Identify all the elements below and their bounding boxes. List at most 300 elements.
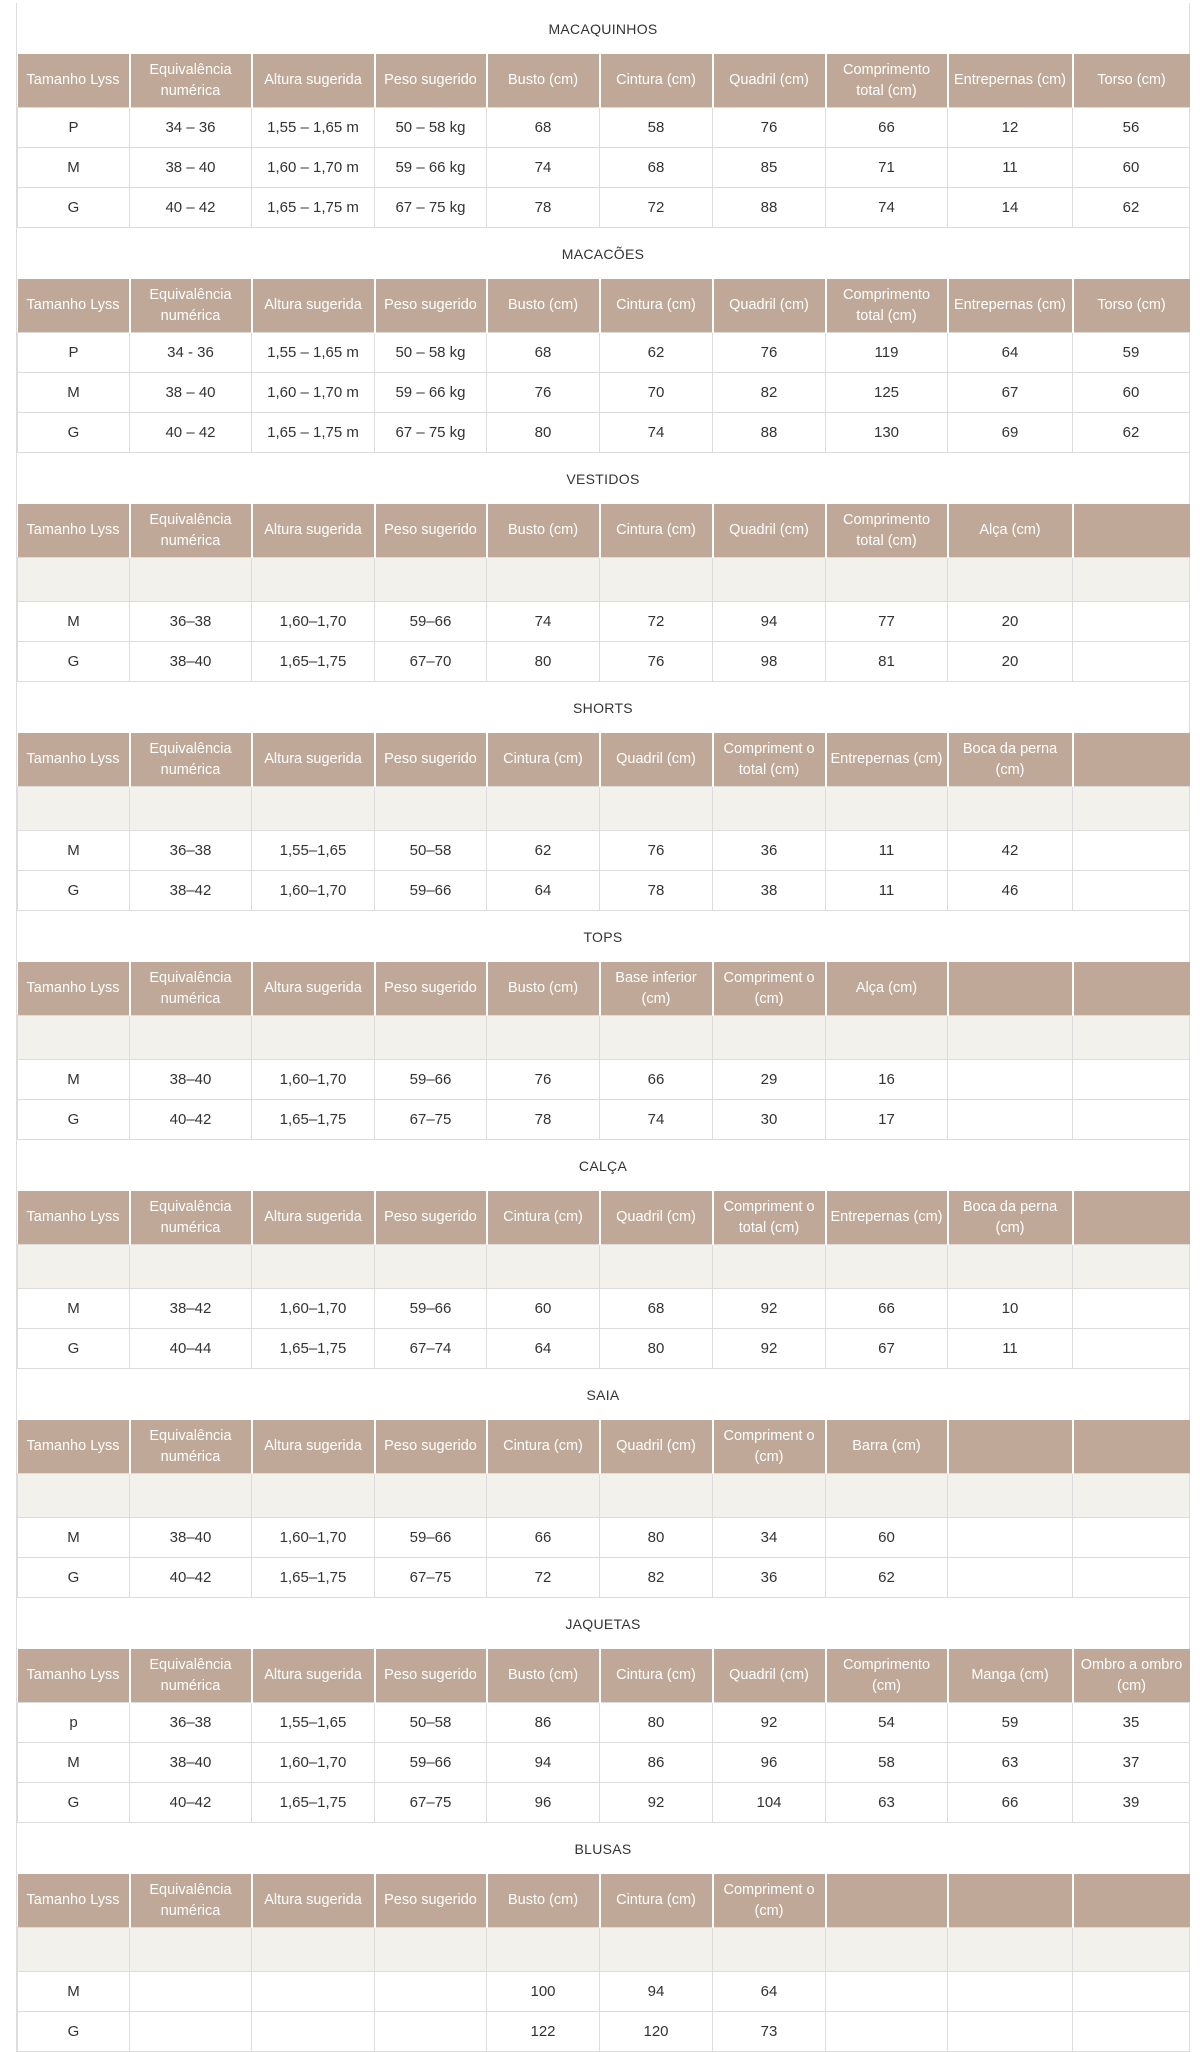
- column-header: Compriment o (cm): [713, 962, 826, 1016]
- table-cell: 88: [713, 188, 826, 228]
- table-cell: [130, 1972, 252, 2012]
- table-cell: 96: [713, 1743, 826, 1783]
- table-cell: 68: [600, 148, 713, 188]
- size-table: [17, 962, 1190, 1140]
- size-table: [17, 54, 1190, 228]
- column-header: Alça (cm): [948, 504, 1073, 558]
- table-cell: [1073, 1016, 1190, 1060]
- table-cell: 74: [487, 148, 600, 188]
- table-cell: [1073, 2012, 1190, 2052]
- size-cell: M: [18, 831, 130, 871]
- column-header: Altura sugerida: [252, 504, 375, 558]
- section-title: MACAQUINHOS: [548, 20, 658, 37]
- column-header: Equivalência numérica: [130, 54, 252, 108]
- table-cell: [130, 787, 252, 831]
- table-cell: [600, 787, 713, 831]
- table-cell: [130, 558, 252, 602]
- column-header: Equivalência numérica: [130, 733, 252, 787]
- table-cell: [18, 787, 130, 831]
- table-cell: [375, 1972, 487, 2012]
- table-cell: 72: [600, 188, 713, 228]
- table-cell: 62: [826, 1558, 948, 1598]
- table-cell: [375, 1245, 487, 1289]
- column-header: Peso sugerido: [375, 504, 487, 558]
- table-cell: [375, 1474, 487, 1518]
- table-cell: [375, 558, 487, 602]
- table-cell: 17: [826, 1100, 948, 1140]
- table-cell: 40–42: [130, 1558, 252, 1598]
- column-header: Tamanho Lyss: [18, 1420, 130, 1474]
- table-cell: 20: [948, 642, 1073, 682]
- table-cell: 92: [713, 1329, 826, 1369]
- table-cell: 59 – 66 kg: [375, 148, 487, 188]
- table-cell: 76: [713, 333, 826, 373]
- table-cell: 78: [487, 1100, 600, 1140]
- table-cell: 1,65–1,75: [252, 1100, 375, 1140]
- section-title: VESTIDOS: [566, 470, 640, 487]
- size-cell: M: [18, 1060, 130, 1100]
- table-cell: 46: [948, 871, 1073, 911]
- table-spacer-row: [18, 1016, 1190, 1060]
- column-header: Equivalência numérica: [130, 1649, 252, 1703]
- table-cell: 80: [600, 1329, 713, 1369]
- table-cell: [375, 2012, 487, 2052]
- column-header: Cintura (cm): [600, 279, 713, 333]
- table-cell: 74: [600, 413, 713, 453]
- column-header: Tamanho Lyss: [18, 962, 130, 1016]
- column-header: Cintura (cm): [487, 1191, 600, 1245]
- table-cell: 67–74: [375, 1329, 487, 1369]
- section-title: SHORTS: [573, 699, 633, 716]
- table-cell: 38–40: [130, 642, 252, 682]
- table-row: [18, 148, 1190, 188]
- table-cell: [130, 1016, 252, 1060]
- column-header: [1073, 1874, 1190, 1928]
- column-header: Peso sugerido: [375, 54, 487, 108]
- size-table: [17, 1874, 1190, 2052]
- table-cell: 74: [487, 602, 600, 642]
- table-cell: 71: [826, 148, 948, 188]
- table-cell: 42: [948, 831, 1073, 871]
- table-cell: [1073, 642, 1190, 682]
- table-row: [18, 602, 1190, 642]
- column-header: Torso (cm): [1073, 279, 1190, 333]
- table-header-row: [18, 54, 1190, 108]
- table-cell: [600, 1245, 713, 1289]
- column-header: Peso sugerido: [375, 1191, 487, 1245]
- column-header: Altura sugerida: [252, 962, 375, 1016]
- table-cell: 56: [1073, 108, 1190, 148]
- table-cell: [713, 1016, 826, 1060]
- column-header: Equivalência numérica: [130, 504, 252, 558]
- table-header-row: [18, 1420, 1190, 1474]
- table-cell: 67: [948, 373, 1073, 413]
- table-cell: 1,60–1,70: [252, 871, 375, 911]
- column-header: Cintura (cm): [600, 504, 713, 558]
- column-header: Comprimento total (cm): [826, 504, 948, 558]
- column-header: Quadril (cm): [713, 504, 826, 558]
- size-table: [17, 733, 1190, 911]
- size-cell: G: [18, 1100, 130, 1140]
- column-header: Tamanho Lyss: [18, 54, 130, 108]
- table-cell: 64: [948, 333, 1073, 373]
- table-cell: [713, 1928, 826, 1972]
- table-cell: 67 – 75 kg: [375, 188, 487, 228]
- table-cell: [252, 1016, 375, 1060]
- table-cell: 62: [600, 333, 713, 373]
- table-row: [18, 1329, 1190, 1369]
- section-shorts: [17, 682, 1189, 911]
- table-spacer-row: [18, 1928, 1190, 1972]
- table-row: [18, 1289, 1190, 1329]
- table-row: [18, 831, 1190, 871]
- table-cell: 40–42: [130, 1100, 252, 1140]
- column-header: Quadril (cm): [600, 1420, 713, 1474]
- size-cell: M: [18, 602, 130, 642]
- table-cell: [252, 558, 375, 602]
- table-cell: 63: [948, 1743, 1073, 1783]
- table-cell: 37: [1073, 1743, 1190, 1783]
- column-header: Comprimento total (cm): [826, 54, 948, 108]
- column-header: Compriment o (cm): [713, 1420, 826, 1474]
- column-header: Ombro a ombro (cm): [1073, 1649, 1190, 1703]
- table-cell: [826, 1016, 948, 1060]
- table-cell: 64: [487, 1329, 600, 1369]
- table-cell: [1073, 787, 1190, 831]
- table-cell: [487, 1016, 600, 1060]
- table-cell: 100: [487, 1972, 600, 2012]
- size-cell: G: [18, 642, 130, 682]
- table-cell: 1,60 – 1,70 m: [252, 148, 375, 188]
- table-cell: 76: [600, 831, 713, 871]
- table-cell: 38 – 40: [130, 148, 252, 188]
- section-title: CALÇA: [578, 1157, 628, 1174]
- table-cell: 68: [487, 333, 600, 373]
- size-cell: M: [18, 1289, 130, 1329]
- table-cell: [1073, 1329, 1190, 1369]
- table-cell: 67–75: [375, 1558, 487, 1598]
- table-cell: 67–75: [375, 1100, 487, 1140]
- table-cell: 63: [826, 1783, 948, 1823]
- table-cell: 40–44: [130, 1329, 252, 1369]
- table-cell: 59: [948, 1703, 1073, 1743]
- table-cell: 67–75: [375, 1783, 487, 1823]
- column-header: Altura sugerida: [252, 1649, 375, 1703]
- table-cell: 12: [948, 108, 1073, 148]
- size-cell: p: [18, 1703, 130, 1743]
- size-table: [17, 279, 1190, 453]
- size-cell: M: [18, 1972, 130, 2012]
- table-header-row: [18, 733, 1190, 787]
- table-cell: 104: [713, 1783, 826, 1823]
- column-header: Equivalência numérica: [130, 962, 252, 1016]
- column-header: Compriment o (cm): [713, 1874, 826, 1928]
- column-header: Compriment o total (cm): [713, 733, 826, 787]
- table-cell: [713, 787, 826, 831]
- column-header: Equivalência numérica: [130, 1191, 252, 1245]
- column-header: Altura sugerida: [252, 1420, 375, 1474]
- column-header: Equivalência numérica: [130, 1874, 252, 1928]
- table-cell: 60: [826, 1518, 948, 1558]
- table-cell: 92: [713, 1289, 826, 1329]
- table-cell: 1,55 – 1,65 m: [252, 108, 375, 148]
- size-cell: G: [18, 871, 130, 911]
- table-cell: 66: [948, 1783, 1073, 1823]
- table-row: [18, 642, 1190, 682]
- table-cell: 69: [948, 413, 1073, 453]
- column-header: Quadril (cm): [600, 733, 713, 787]
- table-cell: 1,65–1,75: [252, 642, 375, 682]
- table-cell: 11: [826, 831, 948, 871]
- table-cell: 34 – 36: [130, 108, 252, 148]
- column-header: Entrepernas (cm): [948, 54, 1073, 108]
- table-cell: 1,60–1,70: [252, 1743, 375, 1783]
- table-cell: [826, 1972, 948, 2012]
- table-row: [18, 1518, 1190, 1558]
- table-cell: [252, 1474, 375, 1518]
- column-header: Entrepernas (cm): [826, 1191, 948, 1245]
- table-cell: 1,60–1,70: [252, 1518, 375, 1558]
- table-cell: 50–58: [375, 831, 487, 871]
- table-cell: 125: [826, 373, 948, 413]
- table-row: [18, 871, 1190, 911]
- section-saia: [17, 1369, 1189, 1598]
- table-cell: 1,65–1,75: [252, 1783, 375, 1823]
- table-cell: 38 – 40: [130, 373, 252, 413]
- table-cell: [18, 1016, 130, 1060]
- table-cell: 16: [826, 1060, 948, 1100]
- table-cell: 35: [1073, 1703, 1190, 1743]
- table-cell: [600, 558, 713, 602]
- table-row: [18, 1100, 1190, 1140]
- table-cell: 80: [487, 642, 600, 682]
- section-title: SAIA: [586, 1386, 620, 1403]
- table-cell: 1,55–1,65: [252, 1703, 375, 1743]
- table-cell: [826, 1928, 948, 1972]
- table-cell: 40 – 42: [130, 188, 252, 228]
- table-cell: 59–66: [375, 1518, 487, 1558]
- table-cell: [1073, 1518, 1190, 1558]
- table-cell: 59–66: [375, 1060, 487, 1100]
- table-cell: 94: [487, 1743, 600, 1783]
- section-tops: [17, 911, 1189, 1140]
- table-cell: [713, 1245, 826, 1289]
- table-cell: 1,60–1,70: [252, 602, 375, 642]
- table-cell: [1073, 831, 1190, 871]
- table-cell: [1073, 1972, 1190, 2012]
- table-cell: [1073, 1928, 1190, 1972]
- table-cell: 36: [713, 1558, 826, 1598]
- table-cell: 38: [713, 871, 826, 911]
- table-cell: [948, 1100, 1073, 1140]
- column-header: Entrepernas (cm): [826, 733, 948, 787]
- size-cell: G: [18, 413, 130, 453]
- size-table: [17, 1420, 1190, 1598]
- table-cell: 76: [487, 373, 600, 413]
- table-cell: [252, 1245, 375, 1289]
- table-row: [18, 1703, 1190, 1743]
- table-row: [18, 108, 1190, 148]
- column-header: Busto (cm): [487, 1874, 600, 1928]
- table-row: [18, 1743, 1190, 1783]
- table-cell: 1,65 – 1,75 m: [252, 413, 375, 453]
- table-cell: [252, 2012, 375, 2052]
- table-spacer-row: [18, 558, 1190, 602]
- size-cell: G: [18, 2012, 130, 2052]
- table-cell: [826, 787, 948, 831]
- table-cell: 96: [487, 1783, 600, 1823]
- table-cell: 67–70: [375, 642, 487, 682]
- table-cell: [948, 1928, 1073, 1972]
- column-header: [1073, 1191, 1190, 1245]
- column-header: Cintura (cm): [600, 1874, 713, 1928]
- table-row: [18, 2012, 1190, 2052]
- column-header: Base inferior (cm): [600, 962, 713, 1016]
- column-header: Barra (cm): [826, 1420, 948, 1474]
- table-cell: 54: [826, 1703, 948, 1743]
- table-cell: 39: [1073, 1783, 1190, 1823]
- table-cell: 88: [713, 413, 826, 453]
- table-spacer-row: [18, 787, 1190, 831]
- column-header: [948, 962, 1073, 1016]
- table-cell: 50 – 58 kg: [375, 108, 487, 148]
- table-cell: 11: [948, 1329, 1073, 1369]
- table-cell: [252, 1972, 375, 2012]
- section-title: JAQUETAS: [565, 1615, 641, 1632]
- table-cell: 82: [713, 373, 826, 413]
- size-cell: M: [18, 373, 130, 413]
- column-header: Quadril (cm): [600, 1191, 713, 1245]
- table-row: [18, 188, 1190, 228]
- table-cell: [487, 1928, 600, 1972]
- column-header: Busto (cm): [487, 962, 600, 1016]
- table-cell: [130, 1474, 252, 1518]
- column-header: Peso sugerido: [375, 279, 487, 333]
- table-cell: 29: [713, 1060, 826, 1100]
- table-spacer-row: [18, 1245, 1190, 1289]
- table-cell: 77: [826, 602, 948, 642]
- table-cell: [1073, 558, 1190, 602]
- table-cell: [375, 1928, 487, 1972]
- table-cell: 30: [713, 1100, 826, 1140]
- table-cell: [826, 1474, 948, 1518]
- column-header: Tamanho Lyss: [18, 279, 130, 333]
- column-header: Entrepernas (cm): [948, 279, 1073, 333]
- table-cell: 86: [600, 1743, 713, 1783]
- column-header: Tamanho Lyss: [18, 504, 130, 558]
- table-cell: [948, 1060, 1073, 1100]
- table-cell: 1,60 – 1,70 m: [252, 373, 375, 413]
- column-header: Altura sugerida: [252, 1191, 375, 1245]
- table-cell: [1073, 1100, 1190, 1140]
- column-header: Comprimento total (cm): [826, 279, 948, 333]
- column-header: [1073, 962, 1190, 1016]
- table-cell: 64: [487, 871, 600, 911]
- section-vestidos: [17, 453, 1189, 682]
- table-cell: 130: [826, 413, 948, 453]
- section-title: TOPS: [583, 928, 623, 945]
- column-header: [826, 1874, 948, 1928]
- table-cell: 40–42: [130, 1783, 252, 1823]
- column-header: Peso sugerido: [375, 1874, 487, 1928]
- column-header: [948, 1420, 1073, 1474]
- size-cell: M: [18, 148, 130, 188]
- table-cell: [1073, 602, 1190, 642]
- table-row: [18, 1972, 1190, 2012]
- table-cell: 122: [487, 2012, 600, 2052]
- column-header: Equivalência numérica: [130, 1420, 252, 1474]
- table-cell: [18, 1245, 130, 1289]
- column-header: Cintura (cm): [487, 733, 600, 787]
- table-cell: 85: [713, 148, 826, 188]
- table-cell: 94: [600, 1972, 713, 2012]
- table-spacer-row: [18, 1474, 1190, 1518]
- table-cell: 38–42: [130, 1289, 252, 1329]
- table-cell: 68: [600, 1289, 713, 1329]
- table-cell: 50–58: [375, 1703, 487, 1743]
- size-cell: P: [18, 333, 130, 373]
- table-row: [18, 1558, 1190, 1598]
- table-row: [18, 373, 1190, 413]
- table-cell: 67: [826, 1329, 948, 1369]
- table-cell: [130, 1245, 252, 1289]
- table-cell: 1,60–1,70: [252, 1060, 375, 1100]
- table-cell: 92: [600, 1783, 713, 1823]
- table-cell: 1,55–1,65: [252, 831, 375, 871]
- table-cell: 82: [600, 1558, 713, 1598]
- table-cell: 67 – 75 kg: [375, 413, 487, 453]
- table-cell: [948, 1474, 1073, 1518]
- section-macacoes: [17, 228, 1189, 453]
- table-cell: 98: [713, 642, 826, 682]
- column-header: Busto (cm): [487, 54, 600, 108]
- table-cell: [130, 1928, 252, 1972]
- table-cell: 36–38: [130, 831, 252, 871]
- column-header: Busto (cm): [487, 279, 600, 333]
- column-header: [1073, 1420, 1190, 1474]
- table-cell: [600, 1928, 713, 1972]
- table-cell: 36–38: [130, 1703, 252, 1743]
- column-header: Peso sugerido: [375, 1649, 487, 1703]
- table-cell: 58: [826, 1743, 948, 1783]
- table-cell: [130, 2012, 252, 2052]
- table-cell: 66: [826, 108, 948, 148]
- table-cell: [948, 1558, 1073, 1598]
- table-cell: 59–66: [375, 602, 487, 642]
- table-cell: 60: [1073, 148, 1190, 188]
- table-cell: [487, 558, 600, 602]
- table-cell: 80: [600, 1703, 713, 1743]
- table-cell: 1,65 – 1,75 m: [252, 188, 375, 228]
- table-header-row: [18, 1874, 1190, 1928]
- table-cell: 38–40: [130, 1060, 252, 1100]
- column-header: Altura sugerida: [252, 1874, 375, 1928]
- table-cell: 38–40: [130, 1518, 252, 1558]
- table-cell: 72: [600, 602, 713, 642]
- table-cell: 1,55 – 1,65 m: [252, 333, 375, 373]
- table-cell: 74: [826, 188, 948, 228]
- table-cell: 86: [487, 1703, 600, 1743]
- column-header: Equivalência numérica: [130, 279, 252, 333]
- table-cell: 92: [713, 1703, 826, 1743]
- table-cell: [1073, 1060, 1190, 1100]
- size-table: [17, 504, 1190, 682]
- size-table: [17, 1191, 1190, 1369]
- table-cell: 58: [600, 108, 713, 148]
- table-cell: 14: [948, 188, 1073, 228]
- table-cell: 64: [713, 1972, 826, 2012]
- size-cell: G: [18, 188, 130, 228]
